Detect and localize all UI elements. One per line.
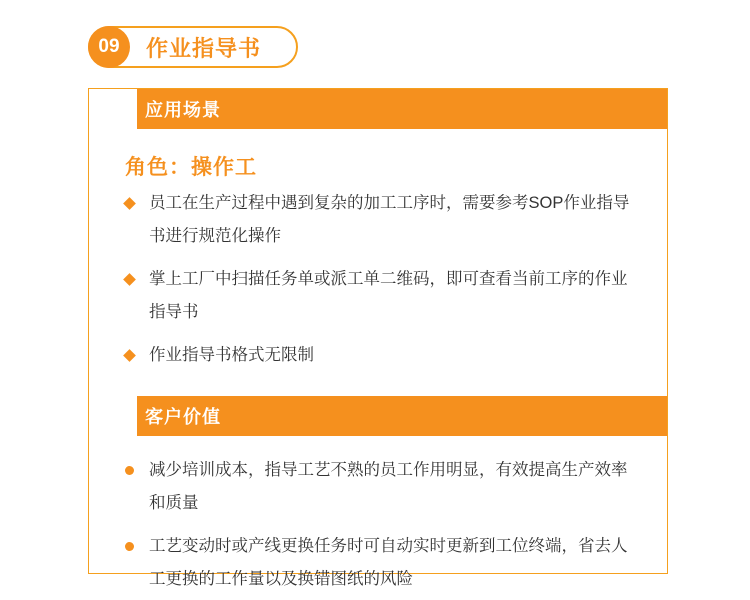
- section-title-value: 客户价值: [145, 407, 221, 427]
- page-number: 09: [88, 26, 130, 68]
- list-item: 工艺变动时或产线更换任务时可自动实时更新到工位终端，省去人工更换的工作量以及换错图纸的风险: [123, 530, 641, 596]
- list-item: 减少培训成本，指导工艺不熟的员工作用明显，有效提高生产效率和质量: [123, 454, 641, 520]
- section-body-value: [89, 436, 667, 596]
- section-body-scenario: [89, 129, 667, 388]
- section-header-notch: [89, 89, 137, 129]
- scenario-bullet-list: [89, 187, 667, 372]
- list-item: 员工在生产过程中遇到复杂的加工工序时，需要参考SOP作业指导书进行规范化操作: [123, 187, 641, 253]
- page-title-badge: [88, 26, 298, 68]
- role-label: 角色：操作工: [125, 156, 257, 179]
- value-bullet-list: [89, 454, 667, 596]
- list-item: 作业指导书格式无限制: [123, 339, 641, 372]
- page-title: 作业指导书: [146, 35, 262, 61]
- list-item: 掌上工厂中扫描任务单或派工单二维码，即可查看当前工序的作业指导书: [123, 263, 641, 329]
- section-header-notch: [89, 396, 137, 436]
- section-header-scenario: [89, 89, 667, 129]
- section-title-scenario: 应用场景: [145, 100, 221, 120]
- section-header-value: [89, 396, 667, 436]
- content-card: [88, 88, 668, 588]
